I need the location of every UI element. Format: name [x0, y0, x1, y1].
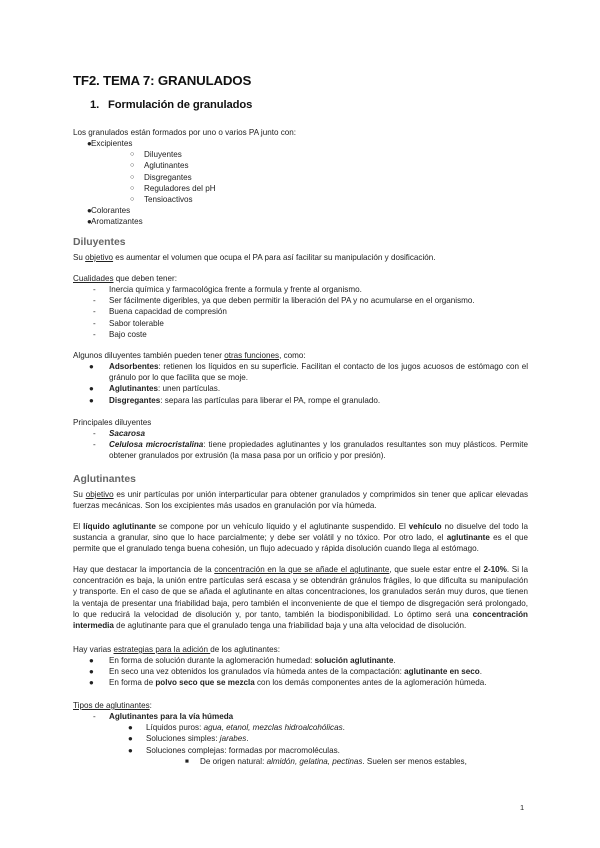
page-number: 1 — [520, 803, 525, 812]
strategies-intro: Hay varias estrategias para la adición de los aglutinantes: — [73, 645, 280, 654]
aglutinantes-concentration: Hay que destacar la importancia de la concentración en la que se añade el aglutinante, que suele estar entre el 2-10%. Si la concentración es baja, la unión entre partículas será escasa y se obtendrán gránulos frágiles, lo que dificulta su manipulación y transporte. En el caso de que se añada el aglutinante en altas concentraciones, los granulados serán muy duros, que tienen la ventaja de presentar una friabilidad baja, pero también el inconveniente de que el tiempo de disgregación será prolongado, lo que reducirá la velocidad de disolución y, por tanto, también la biodisponibilidad. Lo óptimo será una concentración intermedia de aglutinante para que el granulado tenga una friabilidad baja y una alta velocidad de disolución. — [73, 565, 528, 631]
qualities-intro: Cualidades que deben tener: — [73, 274, 177, 283]
functions-list — [73, 361, 528, 406]
section-number: 1. — [90, 99, 100, 111]
main-diluents-list — [73, 428, 528, 462]
aglutinantes-objective: Su objetivo es unir partículas por unión interparticular para obtener granulados y comprimidos sin tener que aplicar elevadas fuerzas mecánicas. Son los excipientes más usados en granulación por vía húmeda. — [73, 490, 528, 511]
list-item: ○ Disgregantes — [130, 172, 192, 182]
types-label: Tipos de aglutinantes: — [73, 701, 152, 710]
list-item: - Inercia química y farmacológica frente a formula y frente al organismo. — [93, 285, 362, 294]
list-item: - Sabor tolerable — [93, 318, 164, 328]
list-item: ● Aglutinantes: unen partículas. — [89, 384, 221, 394]
intro-paragraph: Los granulados están formados por uno o varios PA junto con: — [73, 128, 297, 137]
strategies-list — [73, 655, 528, 689]
list-item: ● Adsorbentes: retienen los líquidos en su superficie. Facilitan el contacto de los jugos acuosos de estómago con el gránulo por lo que facilita que se moje. — [89, 362, 528, 383]
list-item: ● En forma de solución durante la aglomeración humedad: solución aglutinante. — [89, 656, 396, 665]
list-item: ■ De origen natural: almidón, gelatina, pectinas. Suelen ser menos estables, — [185, 756, 467, 766]
list-item: ● Aromatizantes — [87, 217, 143, 227]
main-diluents-label: Principales diluyentes — [73, 418, 152, 427]
list-item: ○ Reguladores del pH — [130, 183, 216, 193]
list-item: ● En seco una vez obtenidos los granulados vía húmeda antes de la compactación: aglutinante en seco. — [89, 667, 482, 677]
qualities-list — [73, 284, 528, 340]
list-item: - Ser fácilmente digeribles, ya que deben permitir la liberación del PA y no acumularse en el organismo. — [93, 296, 475, 306]
list-item: ● En forma de polvo seco que se mezcla con los demás componentes antes de la aglomeración húmeda. — [89, 678, 487, 688]
list-item: ○ Aglutinantes — [130, 161, 189, 171]
list-item: - Buena capacidad de compresión — [93, 307, 227, 317]
list-item: - Bajo coste — [93, 329, 147, 339]
section-1-heading — [90, 99, 252, 111]
components-list — [73, 138, 528, 228]
list-item: ○ Tensioactivos — [130, 195, 193, 205]
list-item: - Celulosa microcristalina: tiene propiedades aglutinantes y los granulados resultantes son muy plásticos. Permite obtener granulados por extrusión (la masa pasa por un orificio y por presión). — [93, 440, 528, 461]
aglutinantes-heading: Aglutinantes — [73, 474, 136, 485]
diluyentes-heading: Diluyentes — [73, 237, 126, 248]
list-item: ● Disgregantes: separa las partículas para liberar el PA, rompe el granulado. — [89, 395, 381, 405]
diluyentes-objective: Su objetivo es aumentar el volumen que ocupa el PA para así facilitar su manipulación y dosificación. — [73, 253, 436, 262]
list-item: ● Líquidos puros: agua, etanol, mezclas hidroalcohólicas. — [128, 723, 345, 733]
aglutinantes-composition: El líquido aglutinante se compone por un vehículo líquido y el aglutinante suspendido. El vehículo no disuelve del todo la sustancia a granular, sino que lo hace parcialmente; y debe ser volátil y no tóxico. Por otro lado, el aglutinante es el que permite que el granulado tenga buena cohesión, un flujo adecuado y rápida disolución cuando llega al estómago. — [73, 522, 528, 554]
list-item: ○ Diluyentes — [130, 150, 182, 160]
list-item: ● Soluciones simples: jarabes. — [128, 734, 249, 744]
list-item: ● Colorantes — [87, 206, 131, 216]
section-title: Formulación de granulados — [108, 99, 253, 111]
list-item: ● Soluciones complejas: formadas por macromoléculas. — [128, 745, 340, 755]
list-item: - Aglutinantes para la vía húmeda — [93, 712, 234, 721]
functions-intro: Algunos diluyentes también pueden tener otras funciones, como: — [73, 351, 306, 360]
list-item: ● Excipientes — [87, 139, 133, 148]
document-title: TF2. TEMA 7: GRANULADOS — [73, 73, 252, 88]
list-item: - Sacarosa — [93, 429, 145, 438]
types-list — [73, 711, 528, 767]
